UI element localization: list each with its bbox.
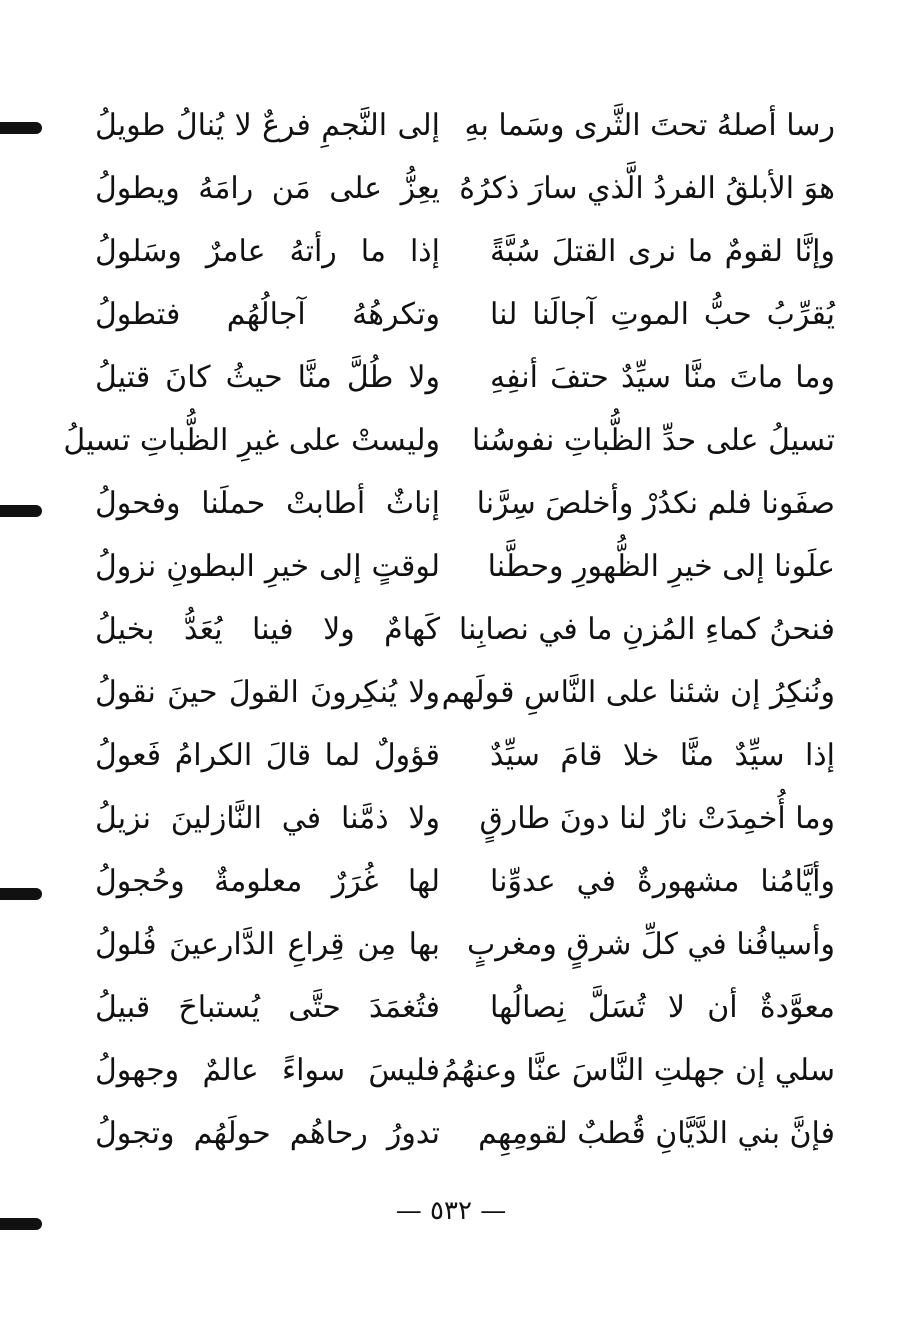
verse xyxy=(95,913,835,976)
first-hemistich: علَونا إلى خيرِ الظُّهورِ وحطَّنا xyxy=(487,548,835,584)
first-hemistich: صفَونا فلم نكدُرْ وأخلصَ سِرَّنا xyxy=(476,485,835,521)
first-hemistich: يُقرِّبُ حبُّ الموتِ آجالَنا لنا xyxy=(490,296,835,332)
margin-mark xyxy=(0,888,42,900)
verse xyxy=(95,724,835,787)
second-hemistich: إناثٌ أطابتْ حملَنا وفحولُ xyxy=(95,485,440,521)
second-hemistich: بها مِن قِراعِ الدَّارعينَ فُلولُ xyxy=(95,926,440,962)
verse xyxy=(95,346,835,409)
verse xyxy=(95,283,835,346)
verse xyxy=(95,976,835,1039)
second-hemistich: لوقتٍ إلى خيرِ البطونِ نزولُ xyxy=(95,548,440,584)
first-hemistich: رسا أصلهُ تحتَ الثَّرى وسَما بهِ xyxy=(464,107,835,143)
second-hemistich: ولا ذمَّنا في النَّازلينَ نزيلُ xyxy=(95,800,440,836)
first-hemistich: إذا سيِّدٌ منَّا خلا قامَ سيِّدٌ xyxy=(490,737,835,773)
verse xyxy=(95,94,835,157)
first-hemistich: فإنَّ بني الدَّيَّانِ قُطبٌ لقومِهِم xyxy=(478,1115,835,1151)
page-number: — ٥٣٢ — xyxy=(395,1196,507,1226)
first-hemistich: معوَّدةٌ أن لا تُسَلَّ نِصالُها xyxy=(490,989,835,1025)
second-hemistich: إذا ما رأتهُ عامرٌ وسَلولُ xyxy=(95,233,440,269)
verse xyxy=(95,1102,835,1165)
second-hemistich: فليسَ سواءً عالمٌ وجهولُ xyxy=(95,1052,440,1088)
margin-mark xyxy=(0,122,42,134)
margin-mark xyxy=(0,505,42,517)
first-hemistich: ونُنكِرُ إن شئنا على النَّاسِ قولَهم xyxy=(441,674,835,710)
poem xyxy=(63,94,835,1165)
verse xyxy=(63,409,835,472)
first-hemistich: تسيلُ على حدِّ الظُّباتِ نفوسُنا xyxy=(471,422,835,458)
verse xyxy=(95,1039,835,1102)
second-hemistich: وتكرهُهُ آجالُهُم فتطولُ xyxy=(95,296,440,332)
verse xyxy=(95,787,835,850)
second-hemistich: تدورُ رحاهُم حولَهُم وتجولُ xyxy=(95,1115,440,1151)
verse xyxy=(95,157,835,220)
verse xyxy=(95,661,835,724)
first-hemistich: هوَ الأبلقُ الفردُ الَّذي سارَ ذكرُهُ xyxy=(459,170,835,206)
second-hemistich: إلى النَّجمِ فرعٌ لا يُنالُ طويلُ xyxy=(95,107,440,143)
first-hemistich: وأيَّامُنا مشهورةٌ في عدوِّنا xyxy=(490,863,835,899)
second-hemistich: يعِزُّ على مَن رامَهُ ويطولُ xyxy=(95,170,440,206)
first-hemistich: فنحنُ كماءِ المُزنِ ما في نصابِنا xyxy=(458,611,835,647)
verse xyxy=(95,535,835,598)
second-hemistich: قؤولٌ لما قالَ الكرامُ فَعولُ xyxy=(95,737,440,773)
second-hemistich: كَهامٌ ولا فينا يُعَدُّ بخيلُ xyxy=(95,611,440,647)
verse xyxy=(95,472,835,535)
second-hemistich: وليستْ على غيرِ الظُّباتِ تسيلُ xyxy=(63,422,440,458)
second-hemistich: فتُغمَدَ حتَّى يُستباحَ قبيلُ xyxy=(95,989,440,1025)
first-hemistich: وإنَّا لقومٌ ما نرى القتلَ سُبَّةً xyxy=(490,233,835,269)
verse xyxy=(95,850,835,913)
second-hemistich: ولا يُنكِرونَ القولَ حينَ نقولُ xyxy=(95,674,440,710)
verse xyxy=(95,220,835,283)
first-hemistich: وما ماتَ منَّا سيِّدٌ حتفَ أنفِهِ xyxy=(490,359,835,395)
first-hemistich: وأسيافُنا في كلِّ شرقٍ ومغربٍ xyxy=(467,926,835,962)
first-hemistich: سلي إن جهلتِ النَّاسَ عنَّا وعنهُمُ xyxy=(441,1052,835,1088)
verse xyxy=(95,598,835,661)
first-hemistich: وما أُخمِدَتْ نارٌ لنا دونَ طارقٍ xyxy=(479,800,835,836)
second-hemistich: ولا طُلَّ منَّا حيثُ كانَ قتيلُ xyxy=(95,359,440,395)
second-hemistich: لها غُرَرٌ معلومةٌ وحُجولُ xyxy=(95,863,440,899)
